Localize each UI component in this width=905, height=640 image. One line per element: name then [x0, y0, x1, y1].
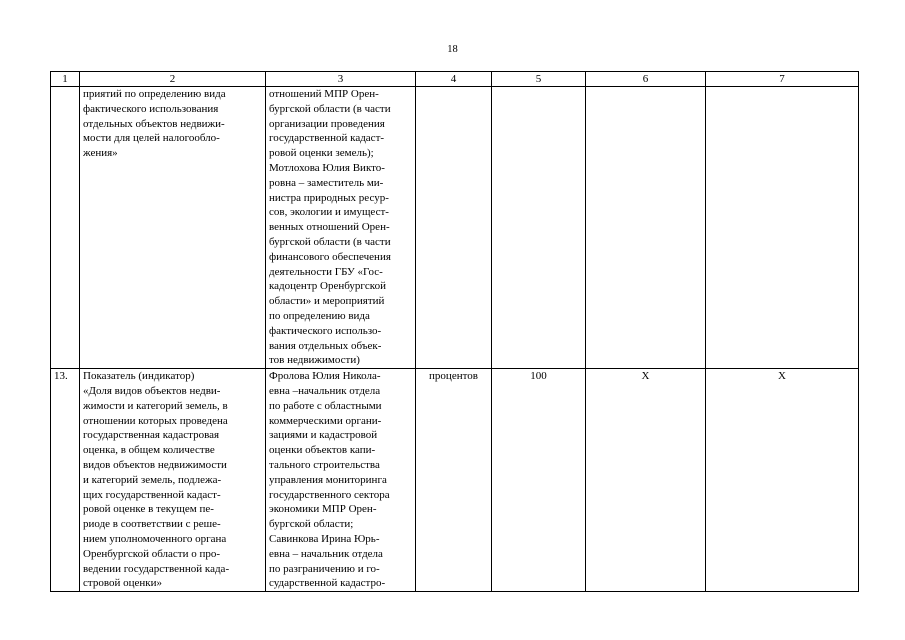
- cell-line: оценки объектов капи-: [269, 444, 376, 457]
- table-row: [51, 87, 859, 369]
- cell-line: по определению вида: [269, 309, 370, 322]
- cell-line: бургской области (в части: [269, 102, 391, 115]
- cell-line: тального строительства: [269, 458, 380, 471]
- header-cell-2: 2: [80, 72, 266, 87]
- cell-line: по работе с областными: [269, 399, 382, 412]
- column-7-cell: [706, 87, 859, 369]
- cell-line: отношений МПР Орен-: [269, 88, 379, 100]
- cell-line: Оренбургской области о про-: [83, 547, 221, 560]
- cell-line: по разграничению и го-: [269, 562, 380, 575]
- row-number-cell: [51, 87, 80, 369]
- header-cell-4: 4: [416, 72, 492, 87]
- cell-line: Савинкова Ирина Юрь-: [269, 532, 380, 545]
- value-cell: 100: [492, 369, 586, 592]
- cell-line: управления мониторинга: [269, 473, 387, 486]
- column-6-cell: Х: [586, 369, 706, 592]
- cell-line: евна – начальник отдела: [269, 547, 383, 560]
- row-number-cell: 13.: [51, 369, 80, 592]
- cell-line: нием уполномоченного органа: [83, 532, 227, 545]
- cell-line: нистра природных ресур-: [269, 191, 389, 204]
- unit-cell: [416, 87, 492, 369]
- cell-line: ровой оценке в текущем пе-: [83, 503, 214, 516]
- cell-line: ровна – заместитель ми-: [269, 176, 384, 189]
- cell-line: жимости и категорий земель, в: [83, 399, 228, 412]
- header-cell-1: 1: [51, 72, 80, 87]
- cell-line: фактического использования: [83, 102, 219, 115]
- cell-line: кадоцентр Оренбургской: [269, 280, 386, 293]
- cell-line: щих государственной кадаст-: [83, 488, 221, 501]
- cell-line: экономики МПР Орен-: [269, 503, 377, 516]
- cell-line: Фролова Юлия Никола-: [269, 370, 381, 383]
- cell-line: государственного сектора: [269, 488, 390, 501]
- cell-line: Показатель (индикатор): [83, 370, 195, 383]
- page-number: 18: [447, 44, 458, 55]
- responsible-cell: [266, 87, 416, 369]
- cell-line: мости для целей налогообло-: [83, 132, 220, 145]
- cell-line: коммерческими органи-: [269, 414, 382, 427]
- indicator-name-cell: [80, 87, 266, 369]
- cell-line: ровой оценки земель);: [269, 147, 374, 160]
- value-cell: [492, 87, 586, 369]
- cell-line: вания отдельных объек-: [269, 339, 382, 352]
- document-table: [50, 71, 859, 592]
- cell-line: деятельности ГБУ «Гос-: [269, 265, 383, 278]
- cell-line: бургской области;: [269, 518, 354, 531]
- column-6-cell: [586, 87, 706, 369]
- cell-line: венных отношений Орен-: [269, 221, 390, 234]
- column-7-cell: Х: [706, 369, 859, 592]
- cell-line: Мотлохова Юлия Викто-: [269, 161, 385, 174]
- cell-line: риоде в соответствии с реше-: [83, 518, 221, 531]
- cell-line: отдельных объектов недвижи-: [83, 117, 225, 130]
- cell-line: жения»: [83, 147, 118, 160]
- cell-line: сов, экологии и имущест-: [269, 206, 389, 219]
- cell-line: государственной кадаст-: [269, 132, 385, 145]
- cell-line: организации проведения: [269, 117, 385, 130]
- cell-line: зациями и кадастровой: [269, 429, 378, 442]
- header-cell-7: 7: [706, 72, 859, 87]
- header-cell-5: 5: [492, 72, 586, 87]
- cell-line: приятий по определению вида: [83, 88, 226, 100]
- unit-cell: процентов: [416, 369, 492, 592]
- cell-line: видов объектов недвижимости: [83, 458, 227, 471]
- cell-line: финансового обеспечения: [269, 250, 391, 263]
- indicator-name-cell: [80, 369, 266, 592]
- cell-line: области» и мероприятий: [269, 295, 385, 308]
- header-cell-3: 3: [266, 72, 416, 87]
- cell-line: отношении которых проведена: [83, 414, 228, 427]
- table-header-row: [51, 72, 859, 87]
- table-row: [51, 369, 859, 592]
- responsible-cell: [266, 369, 416, 592]
- cell-line: бургской области (в части: [269, 235, 391, 248]
- cell-line: сударственной кадастро-: [269, 577, 386, 590]
- cell-line: стровой оценки»: [83, 577, 162, 590]
- cell-line: и категорий земель, подлежа-: [83, 473, 222, 486]
- header-cell-6: 6: [586, 72, 706, 87]
- cell-line: тов недвижимости): [269, 354, 360, 367]
- cell-line: ведении государственной када-: [83, 562, 230, 575]
- cell-line: государственная кадастровая: [83, 429, 220, 442]
- cell-line: оценка, в общем количестве: [83, 444, 215, 457]
- cell-line: «Доля видов объектов недви-: [83, 384, 221, 397]
- cell-line: фактического использо-: [269, 324, 382, 337]
- cell-line: евна –начальник отдела: [269, 384, 381, 397]
